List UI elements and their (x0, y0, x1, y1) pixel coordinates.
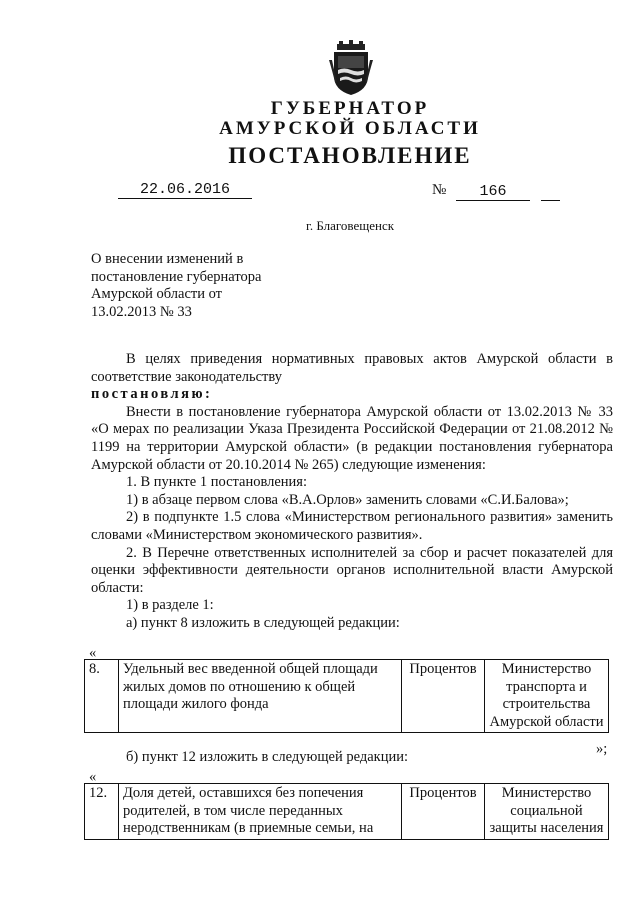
paragraph-point-1: 1. В пункте 1 постановления: (126, 474, 308, 491)
header-line-governor: ГУБЕРНАТОР (270, 98, 430, 119)
subject-block (91, 251, 261, 321)
close-quote: »; (596, 741, 608, 757)
cell-number: 8. (85, 660, 119, 733)
open-quote-1: « (89, 645, 97, 661)
executor-line: строительства (502, 696, 591, 712)
indicator-line: жилых домов по отношению к общей (123, 678, 356, 695)
table-item-12 (84, 783, 609, 840)
cell-unit: Процентов (402, 660, 485, 733)
executor-line: Министерство (501, 661, 592, 677)
paragraph-item-b: б) пункт 12 изложить в следующей редакции: (126, 749, 408, 765)
decree-date: 22.06.2016 (118, 181, 252, 199)
number-label: № (432, 182, 447, 198)
table-row (85, 784, 609, 840)
paragraph-point-2: 2. В Перечне ответственных исполнителей за сбор и расчет показателей для оценки эффективности деятельности органов исполнительной власти Амурской области: (91, 544, 613, 596)
cell-unit: Процентов (402, 784, 485, 840)
indicator-line: Доля детей, оставшихся без попечения (123, 785, 364, 801)
header-line-region: АМУРСКОЙ ОБЛАСТИ (219, 118, 481, 139)
number-underline (541, 200, 560, 201)
table-item-8 (84, 659, 609, 733)
cell-indicator (119, 660, 402, 733)
paragraph-item-a: а) пункт 8 изложить в следующей редакции: (126, 614, 400, 631)
document-title: ПОСТАНОВЛЕНИЕ (228, 143, 472, 168)
subject-line: О внесении изменений в (91, 251, 244, 267)
amur-region-coat-of-arms-icon (329, 40, 373, 96)
body-text (91, 351, 613, 633)
cell-indicator (119, 784, 402, 840)
executor-line: Министерство (501, 785, 592, 801)
paragraph-sub-2: 2) в подпункте 1.5 слова «Министерством регионального развития» заменить словами «Министерством экономического развития». (91, 509, 613, 543)
cell-number: 12. (85, 784, 119, 840)
executor-line: защиты населения (489, 820, 604, 836)
indicator-line: родителей, в том числе переданных (123, 802, 343, 819)
open-quote-2: « (89, 769, 97, 785)
indicator-line: Удельный вес введенной общей площади (123, 661, 378, 677)
city: г. Благовещенск (306, 218, 395, 233)
subject-line: 13.02.2013 № 33 (91, 303, 192, 320)
executor-line: транспорта и (506, 678, 587, 695)
paragraph-sub-1: 1) в абзаце первом слова «В.А.Орлов» заменить словами «С.И.Балова»; (126, 491, 569, 508)
paragraph-section-1: 1) в разделе 1: (126, 597, 214, 614)
executor-line: социальной (510, 802, 583, 819)
subject-line: Амурской области от (91, 286, 223, 302)
executor-line: Амурской области (489, 713, 604, 730)
indicator-line: неродственникам (в приемные семьи, на (123, 820, 374, 836)
cell-executor (485, 660, 609, 733)
paragraph-amend: Внести в постановление губернатора Амурской области от 13.02.2013 № 33 «О мерах по реализации Указа Президента Российской Федерации от 21.08.2012 № 1199 на территории Амурской области» (в редакции постановления губернатора Амурской области от 20.10.2014 № 265) следующие изменения: (91, 403, 613, 473)
cell-executor (485, 784, 609, 840)
intro-paragraph: В целях приведения нормативных правовых актов Амурской области в соответствие законодательству (91, 351, 613, 385)
indicator-line: площади жилого фонда (123, 696, 269, 712)
subject-line: постановление губернатора (91, 268, 262, 285)
decree-number: 166 (456, 183, 530, 201)
table-row (85, 660, 609, 733)
decree-word: постановляю: (91, 386, 213, 403)
